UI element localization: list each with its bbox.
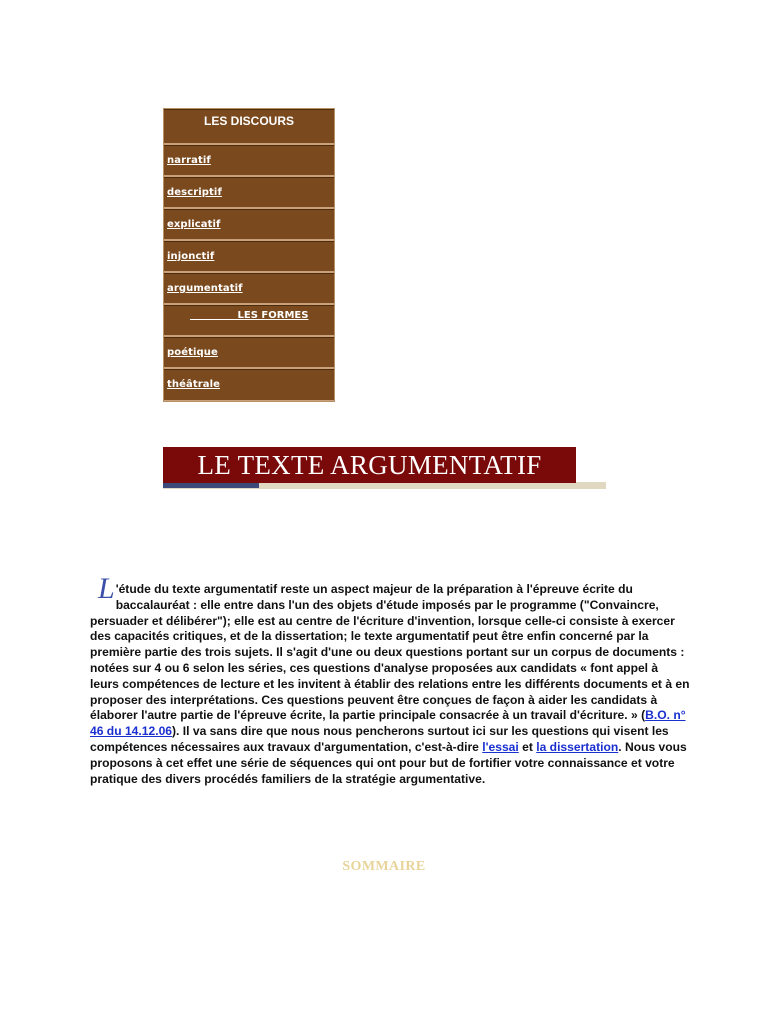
sommaire-link[interactable]: SOMMAIRE [342, 859, 426, 874]
bo-reference-link[interactable]: B.O. n° 46 du 14.12.06 [90, 708, 686, 739]
nav-row-injonctif [164, 241, 334, 273]
nav-link-narratif[interactable]: narratif [167, 155, 211, 166]
nav-link-argumentatif[interactable]: argumentatif [167, 283, 243, 294]
formes-header-label: LES FORMES [237, 310, 309, 321]
nav-link-injonctif[interactable]: injonctif [167, 251, 215, 262]
essai-link[interactable]: l'essai [482, 739, 519, 754]
formes-underline [190, 311, 238, 320]
nav-row-narratif [164, 145, 334, 177]
nav-row-theatrale [164, 369, 334, 401]
nav-row-explicatif [164, 209, 334, 241]
intro-text-2: ). Il va sans dire que nous nous pencherons surtout ici sur les questions qui visent les compétences nécessaires aux travaux d'argumentation, c'est-à-dire [90, 724, 669, 754]
intro-text-4: . Nous vous proposons à cet effet une série de séquences qui ont pour but de fortifier votre connaissance et votre pratique des divers procédés familiers de la stratégie argumentative. [90, 739, 687, 786]
nav-row-poetique [164, 337, 334, 369]
nav-link-explicatif[interactable]: explicatif [167, 219, 221, 230]
nav-header-discours: LES DISCOURS [164, 109, 334, 145]
nav-link-poetique[interactable]: poétique [167, 347, 218, 358]
nav-link-descriptif[interactable]: descriptif [167, 187, 222, 198]
drop-cap: L [98, 572, 115, 605]
navigation-table [163, 108, 335, 402]
nav-row-argumentatif [164, 273, 334, 305]
intro-text-3: et [518, 739, 537, 754]
nav-header-formes [164, 305, 334, 337]
dissertation-link[interactable]: la dissertation [536, 739, 619, 754]
intro-paragraph [90, 572, 690, 787]
intro-text-1: 'étude du texte argumentatif reste un aspect majeur de la préparation à l'épreuve écrite du baccalauréat : elle entre dans l'un des objets d'étude imposés par le programme ("Convaincre, persuader et délibérer"); elle est au centre de l'écriture d'invention, lorsque celle-ci consiste à exercer des capacités critiques, et de la dissertation; le texte argumentatif peut être enfin concerné par la première partie des trois sujets. Il s'agit d'une ou deux questions portant sur un corpus de documents : notées sur 4 ou 6 selon les séries, ces questions d'analyse proposées aux candidats « font appel à leurs compétences de lecture et les invitent à établir des relations entre les différents documents et à en proposer des interprétations. Ces questions peuvent être conçues de façon à aider les candidats à élaborer l'autre partie de l'épreuve écrite, la partie principale consacrée à un travail d'écriture. » ( [90, 582, 690, 723]
page-title: LE TEXTE ARGUMENTATIF [163, 447, 576, 483]
nav-link-theatrale[interactable]: théâtrale [167, 379, 220, 390]
nav-row-descriptif [164, 177, 334, 209]
